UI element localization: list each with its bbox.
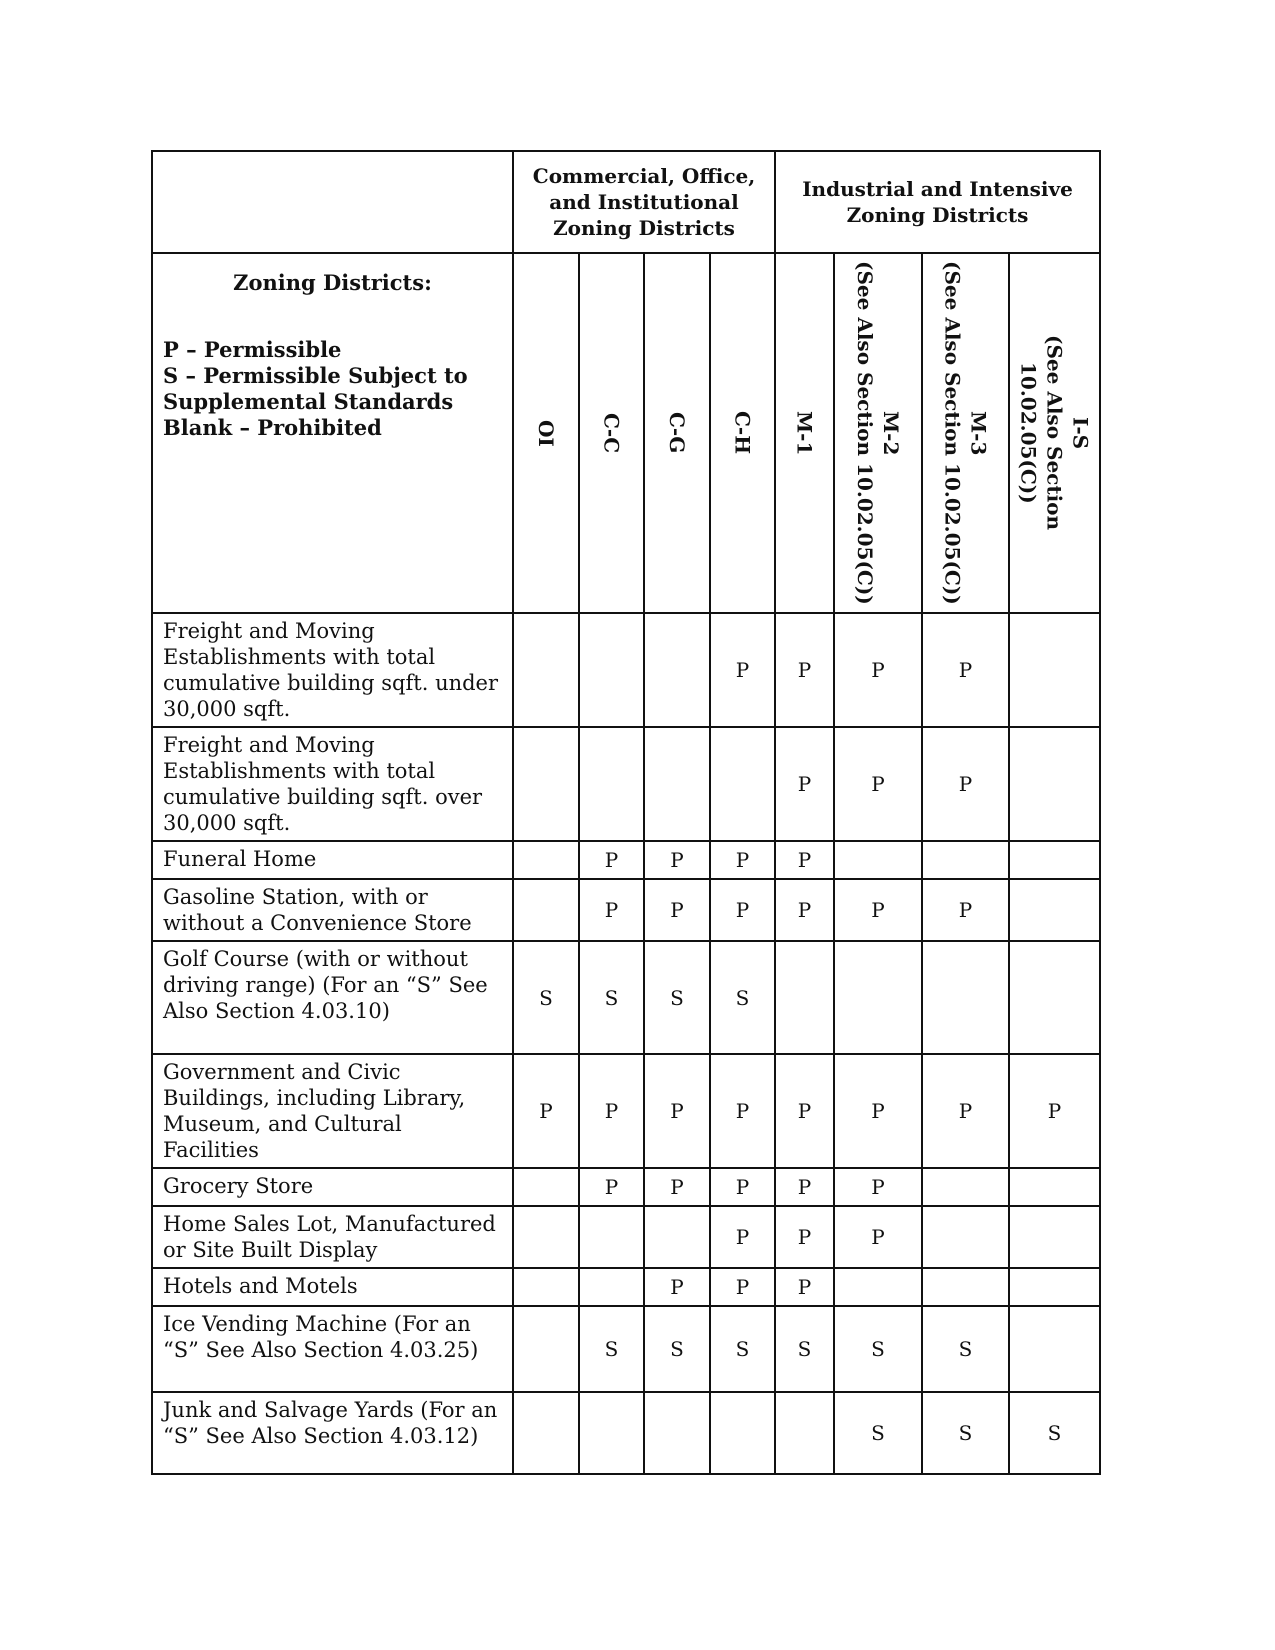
permission-cell: P [644,1268,710,1306]
permission-cell [1009,879,1100,941]
district-label-line1: C-H [730,411,755,455]
permission-cell: S [1009,1392,1100,1474]
permission-cell: P [922,613,1009,727]
permission-cell: S [922,1306,1009,1392]
corner-blank-cell [152,151,513,253]
district-label-line1: C-G [665,412,689,454]
district-header-m-3 [922,253,1009,613]
permission-cell [922,941,1009,1054]
permission-cell [775,941,834,1054]
permission-cell [1009,727,1100,841]
use-name: Gasoline Station, with or without a Convenience Store [152,879,513,941]
permission-cell [1009,941,1100,1054]
table-row [152,841,1100,879]
permission-cell: S [834,1306,922,1392]
permission-cell: S [644,1306,710,1392]
permission-cell [513,1306,579,1392]
permission-cell [922,1268,1009,1306]
permission-cell [513,1206,579,1268]
district-label-line1: M-3 [966,410,991,456]
permission-cell [513,1392,579,1474]
district-header-c-h [710,253,775,613]
use-name: Freight and Moving Establishments with total cumulative building sqft. under 30,000 sqft. [152,613,513,727]
permission-cell: P [834,1206,922,1268]
permission-cell: P [834,613,922,727]
table-row [152,1306,1100,1392]
permission-cell: P [834,1054,922,1168]
permission-cell: P [579,1054,644,1168]
permission-cell: S [513,941,579,1054]
permission-cell [710,1392,775,1474]
district-label-line1: C-C [599,412,624,454]
permission-cell [775,1392,834,1474]
permission-cell: P [834,1168,922,1206]
legend-title: Zoning Districts: [233,270,432,295]
permission-cell [513,879,579,941]
permission-cell: P [710,1168,775,1206]
legend-supplemental-2: Supplemental Standards [163,389,454,414]
permission-cell [513,841,579,879]
permission-cell: P [710,879,775,941]
permission-cell: S [579,1306,644,1392]
use-name: Funeral Home [152,841,513,879]
table-row [152,1268,1100,1306]
permission-cell [834,941,922,1054]
district-header-c-c [579,253,644,613]
table-row [152,727,1100,841]
use-name: Freight and Moving Establishments with total cumulative building sqft. over 30,000 sqft. [152,727,513,841]
permission-cell: P [775,727,834,841]
district-label-line2: (See Also Section 10.02.05(C)) [853,261,877,605]
permission-cell [922,1168,1009,1206]
permission-cell: P [775,1268,834,1306]
table-row [152,1206,1100,1268]
permission-cell [579,1206,644,1268]
table-row [152,1392,1100,1474]
district-header-c-g [644,253,710,613]
permission-cell: P [775,841,834,879]
permission-cell: P [579,879,644,941]
permission-cell: S [579,941,644,1054]
table-row [152,613,1100,727]
permission-cell: P [710,1206,775,1268]
permission-cell: P [1009,1054,1100,1168]
permission-cell: S [834,1392,922,1474]
permission-cell: S [710,1306,775,1392]
permission-cell [1009,1268,1100,1306]
permission-cell: P [710,1054,775,1168]
permission-cell: P [579,1168,644,1206]
permission-cell [513,1168,579,1206]
legend-permissible: P – Permissible [163,337,342,362]
permission-cell [922,841,1009,879]
permission-cell: P [775,1054,834,1168]
permission-cell [644,1392,710,1474]
table-row [152,1054,1100,1168]
permission-cell [644,727,710,841]
permission-cell [513,1268,579,1306]
use-name: Junk and Salvage Yards (For an “S” See Also Section 4.03.12) [152,1392,513,1474]
group-header-commercial: Commercial, Office, and Institutional Zoning Districts [513,151,775,253]
permission-cell: P [922,1054,1009,1168]
permission-cell [579,1268,644,1306]
permission-cell [710,727,775,841]
permission-cell: P [834,879,922,941]
permission-cell: P [775,879,834,941]
permission-cell: P [644,841,710,879]
permission-cell [1009,1206,1100,1268]
permission-cell [922,1206,1009,1268]
permission-cell: P [710,841,775,879]
permission-cell [579,613,644,727]
permission-cell: S [710,941,775,1054]
permission-cell: P [513,1054,579,1168]
zoning-use-table [151,150,1101,1475]
use-name: Government and Civic Buildings, including Library, Museum, and Cultural Facilities [152,1054,513,1168]
table-row [152,1168,1100,1206]
permission-cell [834,841,922,879]
permission-cell [834,1268,922,1306]
permission-cell: P [710,1268,775,1306]
district-label-line1: OI [534,419,558,447]
district-label-line3: 10.02.05(C)) [1016,362,1041,504]
district-header-oi [513,253,579,613]
use-name: Grocery Store [152,1168,513,1206]
permission-cell [644,1206,710,1268]
district-label-line1: M-2 [879,410,903,456]
permission-cell [579,1392,644,1474]
district-header-i-s [1009,253,1100,613]
legend-cell [152,253,513,613]
permission-cell: S [775,1306,834,1392]
permission-cell: P [579,841,644,879]
district-label-line2: (See Also Section 10.02.05(C)) [940,261,965,605]
permission-cell: S [922,1392,1009,1474]
permission-cell: P [644,879,710,941]
permission-cell: S [644,941,710,1054]
permission-cell: P [775,613,834,727]
district-header-m-2 [834,253,922,613]
permission-cell [1009,613,1100,727]
district-header-m-1 [775,253,834,613]
use-name: Ice Vending Machine (For an “S” See Also Section 4.03.25) [152,1306,513,1392]
table-row [152,941,1100,1054]
permission-cell: P [775,1206,834,1268]
district-label-line1: I-S [1068,416,1093,450]
permission-cell: P [644,1168,710,1206]
legend-supplemental-1: S – Permissible Subject to [163,363,468,388]
legend-prohibited: Blank – Prohibited [163,415,382,440]
use-name: Hotels and Motels [152,1268,513,1306]
district-label-line1: M-1 [792,410,817,456]
permission-cell [579,727,644,841]
permission-cell: P [834,727,922,841]
use-name: Home Sales Lot, Manufactured or Site Built Display [152,1206,513,1268]
permission-cell: P [922,727,1009,841]
permission-cell [1009,1306,1100,1392]
permission-cell: P [922,879,1009,941]
use-name: Golf Course (with or without driving range) (For an “S” See Also Section 4.03.10) [152,941,513,1054]
permission-cell: P [644,1054,710,1168]
permission-cell: P [775,1168,834,1206]
permission-cell [513,727,579,841]
permission-cell [1009,1168,1100,1206]
table-row [152,879,1100,941]
district-label-line2: (See Also Section [1042,335,1067,531]
permission-cell [1009,841,1100,879]
permission-cell: P [710,613,775,727]
group-header-industrial: Industrial and Intensive Zoning Districts [775,151,1100,253]
permission-cell [644,613,710,727]
permission-cell [513,613,579,727]
